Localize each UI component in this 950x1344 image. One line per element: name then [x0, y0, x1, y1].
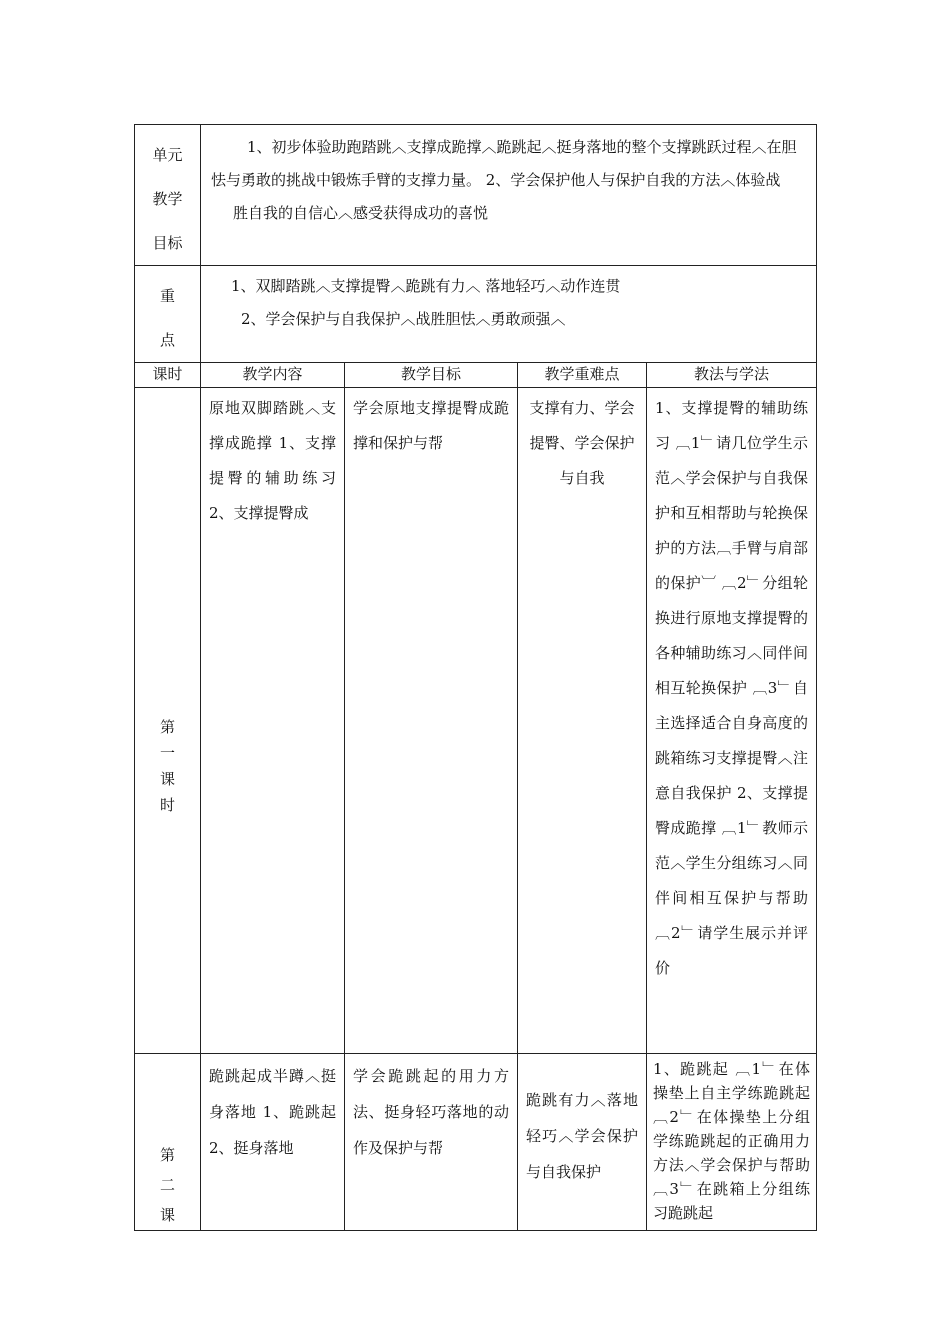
- key-points-row: [135, 266, 817, 363]
- lesson-1-content: 原地双脚踏跳︿支撑成跪撑 1、支撑提臀的辅助练习 2、支撑提臀成: [201, 388, 345, 1054]
- lesson-2-content: 跪跳起成半蹲︿挺身落地 1、跪跳起 2、挺身落地: [201, 1054, 345, 1231]
- lesson-2-difficulty: 跪跳有力︿落地轻巧︿学会保护与自我保护: [518, 1054, 647, 1231]
- unit-goals-row: [135, 125, 817, 266]
- lesson-1-difficulty: 支撑有力、学会提臀、学会保护与自我: [518, 388, 647, 1054]
- table-header-row: [135, 363, 817, 388]
- unit-goals-label: [135, 125, 201, 266]
- lesson-1-objective: 学会原地支撑提臀成跪撑和保护与帮: [345, 388, 518, 1054]
- key-points-label: [135, 266, 201, 363]
- key-point-1: 1、双脚踏跳︿支撑提臀︿跪跳有力︿ 落地轻巧︿动作连贯: [231, 277, 621, 295]
- lesson-row-2: [135, 1054, 817, 1231]
- lesson-plan-table: [134, 124, 817, 1231]
- lesson-1-label-text: 第 一 课 时: [159, 717, 175, 814]
- header-content: 教学内容: [201, 363, 345, 388]
- unit-goals-text: [201, 125, 817, 266]
- header-period: 课时: [135, 363, 201, 388]
- header-difficulty: 教学重难点: [518, 363, 647, 388]
- unit-goals-line-2: 胜自我的自信心︿感受获得成功的喜悦: [233, 204, 489, 222]
- lesson-2-label: [135, 1054, 201, 1231]
- header-methods: 教法与学法: [647, 363, 817, 388]
- unit-goals-label-text: 单元 教学 目标: [152, 146, 183, 252]
- lesson-1-methods: 1、支撑提臀的辅助练习 ︹1﹂请几位学生示范︿学会保护与自我保护和互相帮助与轮换保护的方法︹手臂与肩部的保护︺ ︹2﹂分组轮换进行原地支撑提臀的各种辅助练习︿同伴间相互轮换保护 ︹3﹂自主选择适合自身高度的跳箱练习支撑提臀︿注意自我保护 2、支撑提臀成跪撑 ︹1﹂教师示范︿学生分组练习︿同伴间相互保护与帮助 ︹2﹂请学生展示并评价: [647, 388, 817, 1054]
- unit-goals-line-1: 1、初步体验助跑踏跳︿支撑成跪撑︿跪跳起︿挺身落地的整个支撑跳跃过程︿在胆怯与勇敢的挑战中锻炼手臂的支撑力量。 2、学会保护他人与保护自我的方法︿体验战: [211, 138, 797, 189]
- key-points-label-text: 重 点: [159, 287, 175, 349]
- header-objective: 教学目标: [345, 363, 518, 388]
- lesson-2-objective: 学会跪跳起的用力方法、挺身轻巧落地的动作及保护与帮: [345, 1054, 518, 1231]
- lesson-row-1: [135, 388, 817, 1054]
- lesson-1-label: [135, 388, 201, 1054]
- lesson-2-methods: 1、跪跳起 ︹1﹂在体操垫上自主学练跪跳起 ︹2﹂在体操垫上分组学练跪跳起的正确用力方法︿学会保护与帮助 ︹3﹂在跳箱上分组练习跪跳起: [647, 1054, 817, 1231]
- key-point-2: 2、学会保护与自我保护︿战胜胆怯︿勇敢顽强︿: [241, 310, 566, 328]
- key-points-text: [201, 266, 817, 363]
- lesson-2-label-text: 第 二 课: [159, 1146, 175, 1224]
